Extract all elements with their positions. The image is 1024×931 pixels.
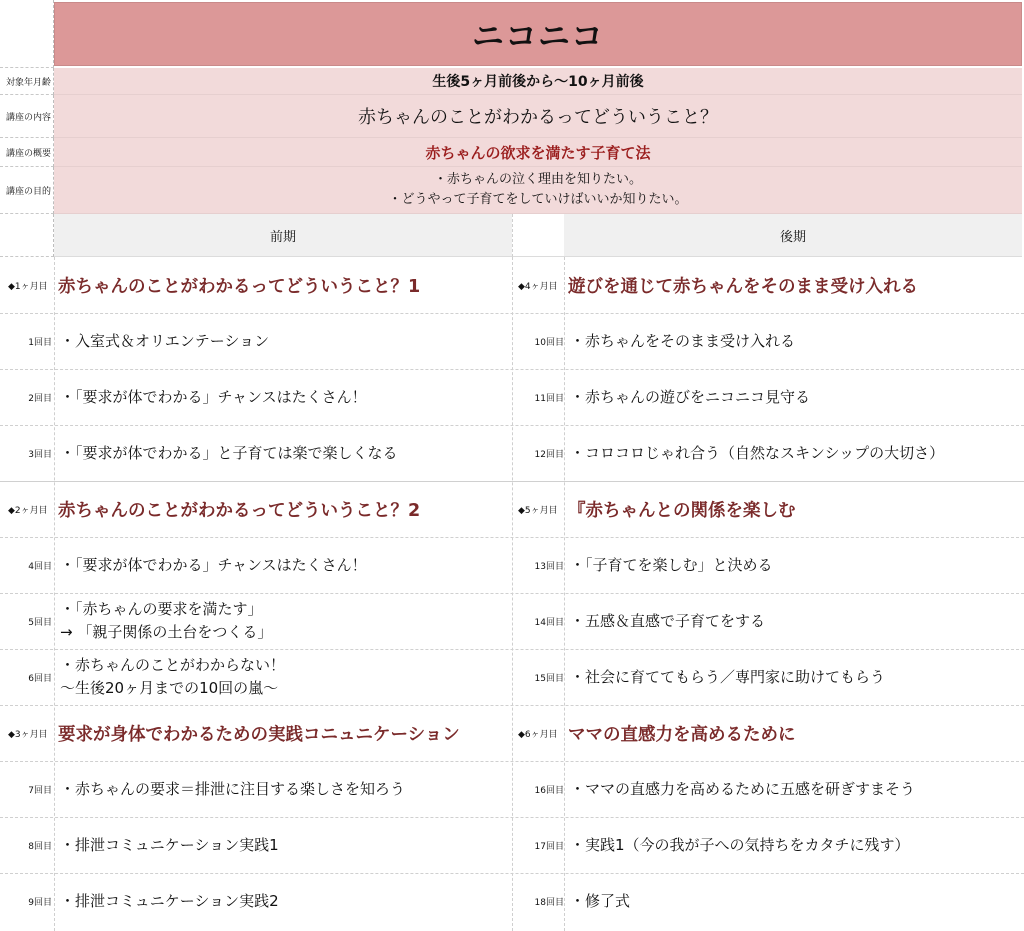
session-text: ・コロコロじゃれ合う（自然なスキンシップの大切さ） <box>570 443 945 462</box>
month-title: 要求が身体でわかるための実践コニュニケーション <box>58 724 460 745</box>
session-count: 5回目 <box>28 617 52 628</box>
session-text: ・「子育てを楽しむ」と決める <box>570 555 773 574</box>
session-text: ・五感＆直感で子育てをする <box>570 611 766 630</box>
divider-right <box>564 257 565 931</box>
session-count: 7回目 <box>28 785 52 796</box>
month-title: 赤ちゃんのことがわかるってどういうこと？1 <box>58 276 421 297</box>
header-right-blank <box>512 214 564 257</box>
session-text: ・入室式＆オリエンテーション <box>60 331 270 350</box>
month-label: ◆1ヶ月目 <box>8 281 48 292</box>
target-age-row <box>0 68 1024 95</box>
month-label: ◆5ヶ月目 <box>518 505 558 516</box>
session-count: 11回目 <box>534 393 564 404</box>
session-count: 3回目 <box>28 449 52 460</box>
session-text: ・排泄コミュニケーション実践1 <box>60 835 279 854</box>
column-header-left: 前期 <box>54 214 512 257</box>
purpose-label: 講座の目的 <box>0 167 54 214</box>
summary-value: 赤ちゃんの欲求を満たす子育て法 <box>54 138 1022 167</box>
session-text: ・「要求が体でわかる」チャンスはたくさん！ <box>60 555 367 574</box>
session-text: ・赤ちゃんの要求＝排泄に注目する楽しさを知ろう <box>60 779 406 798</box>
column-header-right: 後期 <box>564 214 1022 257</box>
session-count: 13回目 <box>534 561 564 572</box>
session-text: ・社会に育ててもらう／専門家に助けてもらう <box>570 667 886 686</box>
session-line: → 「親子関係の土台をつくる」 <box>60 623 273 641</box>
header-left-blank <box>0 214 54 257</box>
session-count: 1回目 <box>28 337 52 348</box>
target-age-label: 対象年月齢 <box>0 68 54 95</box>
month-title: ママの直感力を高めるために <box>568 724 796 745</box>
session-line: ・「赤ちゃんの要求を満たす」 <box>60 600 263 618</box>
title-row <box>0 0 1024 68</box>
session-count: 4回目 <box>28 561 52 572</box>
page-title: ニコニコ <box>54 2 1022 66</box>
month-label: ◆4ヶ月目 <box>518 281 558 292</box>
month-title: 遊びを通じて赤ちゃんをそのまま受け入れる <box>568 276 918 297</box>
summary-label: 講座の概要 <box>0 138 54 167</box>
month-title: 赤ちゃんのことがわかるってどういうこと？2 <box>58 500 421 521</box>
session-line: ～生後20ヶ月までの10回の嵐～ <box>60 679 279 697</box>
purpose-value <box>54 167 1022 214</box>
session-text <box>60 593 272 649</box>
content-label: 講座の内容 <box>0 95 54 138</box>
session-text: ・排泄コミュニケーション実践2 <box>60 891 279 910</box>
session-text: ・修了式 <box>570 891 631 910</box>
session-text: ・赤ちゃんの遊びをニコニコ見守る <box>570 387 811 406</box>
summary-row <box>0 138 1024 167</box>
session-count: 10回目 <box>534 337 564 348</box>
session-count: 18回目 <box>534 897 564 908</box>
session-text: ・ママの直感力を高めるために五感を研ぎすまそう <box>570 779 916 798</box>
purpose-line-1: ・赤ちゃんの泣く理由を知りたい。 <box>433 172 642 187</box>
content-row <box>0 95 1024 138</box>
month-label: ◆6ヶ月目 <box>518 729 558 740</box>
session-count: 6回目 <box>28 673 52 684</box>
purpose-line-2: ・どうやって子育てをしていけばいいか知りたい。 <box>388 192 688 207</box>
session-count: 2回目 <box>28 393 52 404</box>
session-count: 17回目 <box>534 841 564 852</box>
divider-left <box>54 257 55 931</box>
month-label: ◆2ヶ月目 <box>8 505 48 516</box>
session-text <box>60 649 285 705</box>
purpose-row <box>0 167 1024 214</box>
session-count: 12回目 <box>534 449 564 460</box>
session-count: 9回目 <box>28 897 52 908</box>
content-value: 赤ちゃんのことがわかるってどういうこと？ <box>54 95 1022 138</box>
session-count: 16回目 <box>534 785 564 796</box>
month-title: 『赤ちゃんとの関係を楽しむ <box>568 500 796 521</box>
session-text: ・「要求が体でわかる」チャンスはたくさん！ <box>60 387 367 406</box>
session-count: 15回目 <box>534 673 564 684</box>
target-age-value: 生後5ヶ月前後から～10ヶ月前後 <box>54 68 1022 95</box>
session-count: 14回目 <box>534 617 564 628</box>
title-label-cell <box>0 0 54 68</box>
session-text: ・赤ちゃんをそのまま受け入れる <box>570 331 796 350</box>
session-text: ・「要求が体でわかる」と子育ては楽で楽しくなる <box>60 443 398 462</box>
month-label: ◆3ヶ月目 <box>8 729 48 740</box>
session-line: ・赤ちゃんのことがわからない！ <box>60 656 286 674</box>
session-count: 8回目 <box>28 841 52 852</box>
session-text: ・実践1（今の我が子への気持ちをカタチに残す） <box>570 835 910 854</box>
